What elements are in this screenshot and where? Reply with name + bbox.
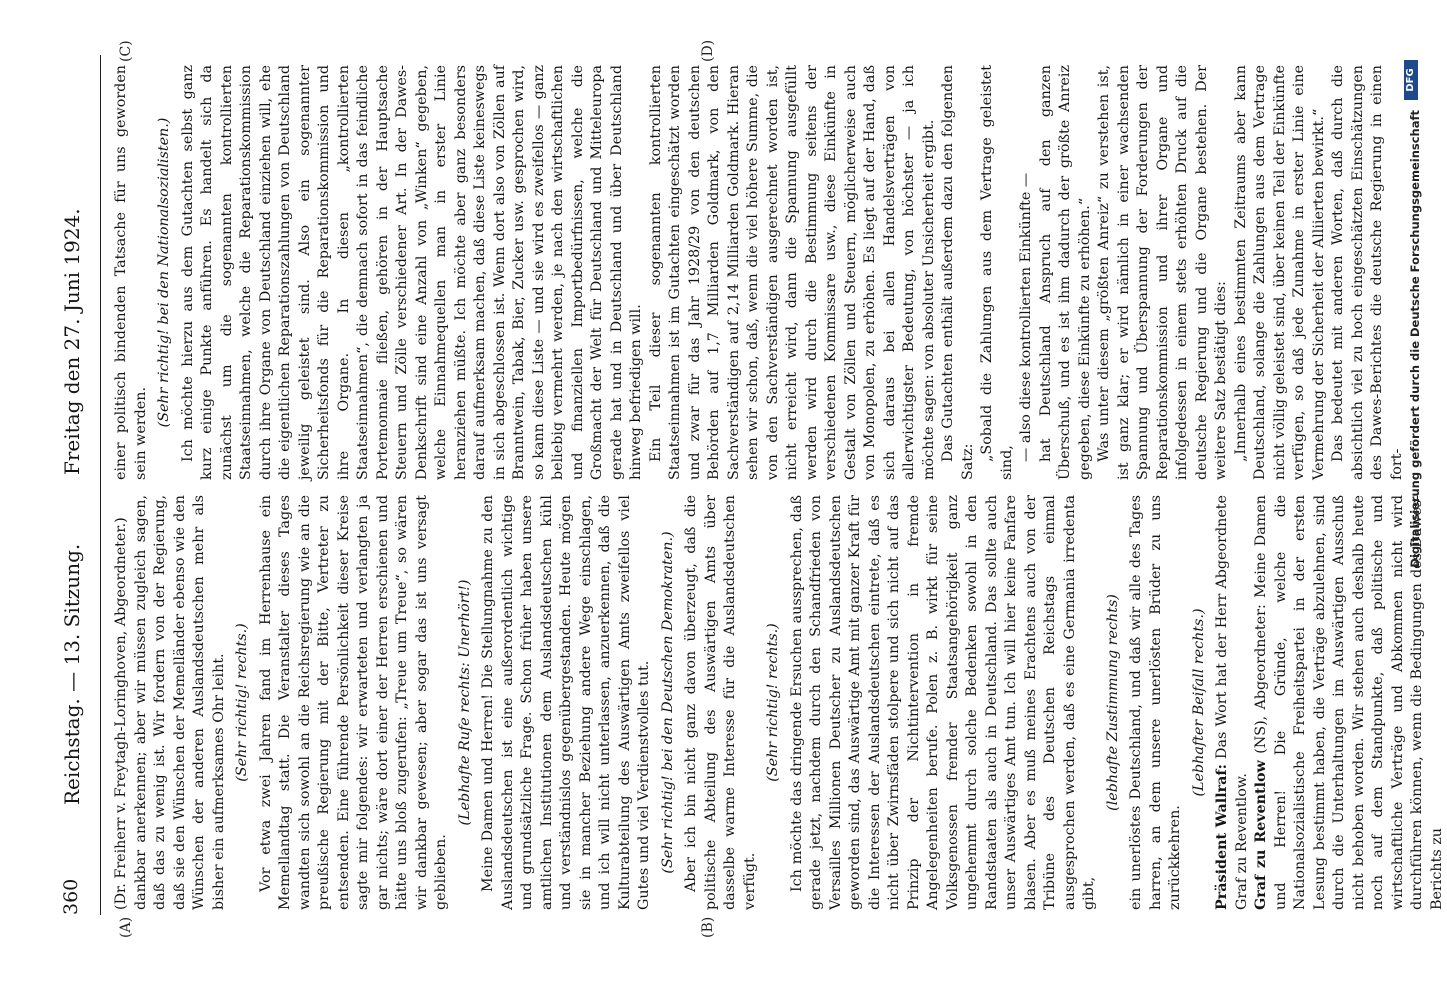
interjection: (Sehr richtig! rechts.) [765,623,781,782]
paragraph: „Sobald die Zahlungen aus dem Vertrage geleistet sind, [979,65,1015,480]
paragraph: (Dr. Freiherr v. Freytagh-Loringhoven, Abgeordneter.) [113,517,129,910]
speaker-name: Graf zu Reventlow [1253,760,1269,910]
paragraph: dankbar anerkennen; aber wir müssen zugleich sagen, daß das zu wenig ist. Wir fordern von der Regierung, daß sie den Wünschen der Memelländer ebenso wie den Wünschen der anderen Auslandsdeutschen mehr als bisher ein aufmerksames Ohr leiht. [132,495,227,910]
paragraph: Was unter diesem „größten Anreiz“ zu verstehen ist, ist ganz klar; er wird nämlich in einer wachsenden Spannung und Überspannung der Forderungen der Reparationskommission und ihrer Organe und infolgedessen in einem stets erhöhten Druck auf die deutsche Regierung und die Organe bestehen. Der weitere Satz bestätigt dies: [1096,65,1229,480]
header-title: Reichstag. — 13. Sitzung. [60,543,84,805]
paragraph: Aber ich bin nicht ganz davon überzeugt, daß die politische Abteilung des Auswärtigen Amts über dasselbe warme Interesse für die Auslandsdeutschen verfügt. [683,495,758,910]
paragraph [1213,495,1252,910]
credit-text: Digitalisierung gefördert durch die Deutsche Forschungsgemeinschaft [1408,110,1422,568]
paragraph: hat Deutschland Anspruch auf den ganzen Überschuß, und es ist ihm dadurch der größte Anreiz gegeben, diese Einkünfte zu erhöhen.“ [1037,65,1093,480]
dfg-logo: DFG [1404,60,1418,100]
speech-text: Das Wort hat der Herr Abgeordnete Graf zu Reventlow. [1214,495,1250,910]
paragraph: „Innerhalb eines bestimmten Zeitraums aber kann Deutschland, solange die Zahlungen aus dem Vertrage nicht völlig geleistet sind, über keinen Teil der Einkünfte verfügen, so daß jede Zunahme in erster Linie eine Vermehrung der Sicherheit der Alliierten bewirkt.“ [1232,65,1327,480]
paragraph: ein unerlöstes Deutschland, und daß wir alle des Tages harren, an dem unsere unerlösten Brüder zu uns zurückkehren. [1128,495,1183,910]
interjection: (Lebhafter Beifall rechts.) [1190,608,1207,797]
paragraph: Vor etwa zwei Jahren fand im Herrenhause ein Memellandtag statt. Die Veranstalter dieses Tages wandten sich sowohl an die Reichsregierung wie an die preußische Regierung mit der Bitte, Vertreter zu entsenden. Eine führende Persönlichkeit dieser Kreise sagte mir folgendes: wir erwarteten und verlangten ja gar nichts; wäre dort einer der Herren erschienen und hätte uns bloß zugerufen: „Treue um Treue“, so wären wir dankbar gewesen; aber sogar das ist uns versagt geblieben. [257,495,449,910]
speech-text: (NS), Abgeordneter: Meine Damen und Herren! Die Gründe, welche die Nationalsozialistische Freiheitspartei in der ersten Lesung bestimmt haben, die Verträge abzulehnen, sind durch die Unterhaltungen im Auswärtigen Ausschuß nicht behoben worden. Wir stehen auch deshalb heute noch auf dem Standpunkte, daß politische und wirtschaftliche Verträge und Abkommen nicht wird durchführen können, wenn die Bedingungen des Dawes-Berichts zu [1253,495,1445,910]
interjection: (Lebhafte Rufe rechts: Unerhört!) [456,579,473,826]
page-number: 360 [60,878,82,915]
header-date: Freitag den 27. Juni 1924. [60,208,84,475]
margin-marker-d: (D) [700,39,716,62]
interjection: (Sehr richtig! rechts.) [234,623,250,782]
margin-marker-a: (A) [118,916,134,938]
margin-marker-b: (B) [700,916,716,938]
page-header [60,55,101,915]
paragraph: Das bedeutet mit anderen Worten, daß durch die absichtlich viel zu hoch eingeschätzten Einschätzungen des Dawes-Berichtes die deutsche Regierung in einen fort- [1330,65,1405,480]
interjection: (Sehr richtig! bei den Deutschen Demokraten.) [659,531,676,874]
interjection: (Sehr richtig! bei den Nationalsozialisten.) [156,117,172,428]
paragraph: Das Gutachten enthält außerdem dazu den folgenden Satz: [940,65,976,480]
interjection: (lebhafte Zustimmung rechts) [1104,594,1121,811]
paragraph: einer politisch bindenden Tatsache für uns geworden sein werden. [113,65,149,480]
digitization-credit [1390,0,1430,1000]
paragraph: — also diese kontrollierten Einkünfte — [1018,172,1034,462]
speaker-name: Präsident Wallraf: [1214,764,1230,910]
margin-marker-c: (C) [118,40,134,62]
right-column [112,65,1412,480]
paragraph: Ich möchte hierzu aus dem Gutachten selbst ganz kurz einige Punkte anführen. Es handelt sich da zunächst um die sogenannten kontrollierten Staatseinnahmen, welche die Reparationskommission durch ihre Organe von Deutschland einziehen will, ehe die eigentlichen Reparationszahlungen von Deutschland jeweilig geleistet sind. Also ein sogenannter Sicherheitsfonds für die Reparationskommission und ihre Organe. In diesen „kontrollierten Staatseinnahmen“, die demnach sofort in das feindliche Portemonnaie fließen, gehören in der Hauptsache Steuern und Zölle verschiedener Art. In der Dawes-Denkschrift sind eine Anzahl von „Winken“ gegeben, welche Einnahmequellen man in erster Linie heranziehen müßte. Ich möchte aber ganz besonders darauf aufmerksam machen, daß diese Liste keineswegs in sich abgeschlossen ist. Wenn dort also von Zöllen auf Branntwein, Tabak, Bier, Zucker usw. gesprochen wird, so kann diese Liste — und sie wird es zweifellos — ganz beliebig vermehrt werden, je nach den wirtschaftlichen und finanziellen Importbedürfnissen, welche die Großmacht der Welt für Deutschland und Mitteleuropa gerade hat und in Deutschland und über Deutschland hinweg befriedigen will. [179,65,644,480]
paragraph: Meine Damen und Herren! Die Stellungnahme zu den Auslandsdeutschen ist eine außerordentlich wichtige und grundsätzliche Frage. Schon früher haben unsere amtlichen Institutionen dem Auslandsdeutschen kühl und verständnislos gegenübergestanden. Heute mögen sie in mancher Beziehung andere Wege einschlagen, und ich will nicht unterlassen, anzuerkennen, daß die Kulturabteilung des Auswärtigen Amts zweifellos viel Gutes und viel Verdienstvolles tut. [480,495,652,910]
paragraph: Ein Teil dieser sogenannten kontrollierten Staatseinnahmen ist im Gutachten eingeschätzt worden und zwar für das Jahr 1928/29 von den deutschen Behörden auf 1,7 Milliarden Goldmark, von den Sachverständigen auf 2,14 Milliarden Goldmark. Hieran sehen wir schon, daß, wenn die viel höhere Summe, die von den Sachverständigen ausgerechnet worden ist, nicht erreicht wird, dann die Spannung ausgefüllt werden wird durch die Bestimmung seitens der verschiedenen Kommissare usw., diese Einkünfte in Gestalt von Zöllen und Steuern, möglicherweise auch von Monopolen, zu erhöhen. Es liegt auf der Hand, daß sich daraus bei allen Handelsverträgen von allerwichtigster Bedeutung, von höchster — ja ich möchte sagen: von absoluter Unsicherheit ergibt. [647,65,937,480]
left-column [112,495,1445,910]
paragraph: Ich möchte das dringende Ersuchen aussprechen, daß gerade jetzt, nachdem durch den Schandfrieden von Versailles Millionen Deutscher zu Auslandsdeutschen geworden sind, das Auswärtige Amt mit ganzer Kraft für die Interessen der Auslandsdeutschen eintrete, daß es nicht über Zwirnsfäden stolpere und sich nicht auf das Prinzip der Nichtintervention in fremde Angelegenheiten berufe. Polen z. B. wirkt für seine Volksgenossen fremder Staatsangehörigkeit ganz ungehemmt durch solche Bedenken sowohl in den Randstaaten als auch in Deutschland. Das sollte auch unser Auswärtiges Amt tun. Ich will hier keine Fanfare blasen. Aber es muß meines Erachtens auch von der Tribüne des Deutschen Reichstags einmal ausgesprochen werden, daß es eine Germania irredenta gibt, [788,495,1097,910]
